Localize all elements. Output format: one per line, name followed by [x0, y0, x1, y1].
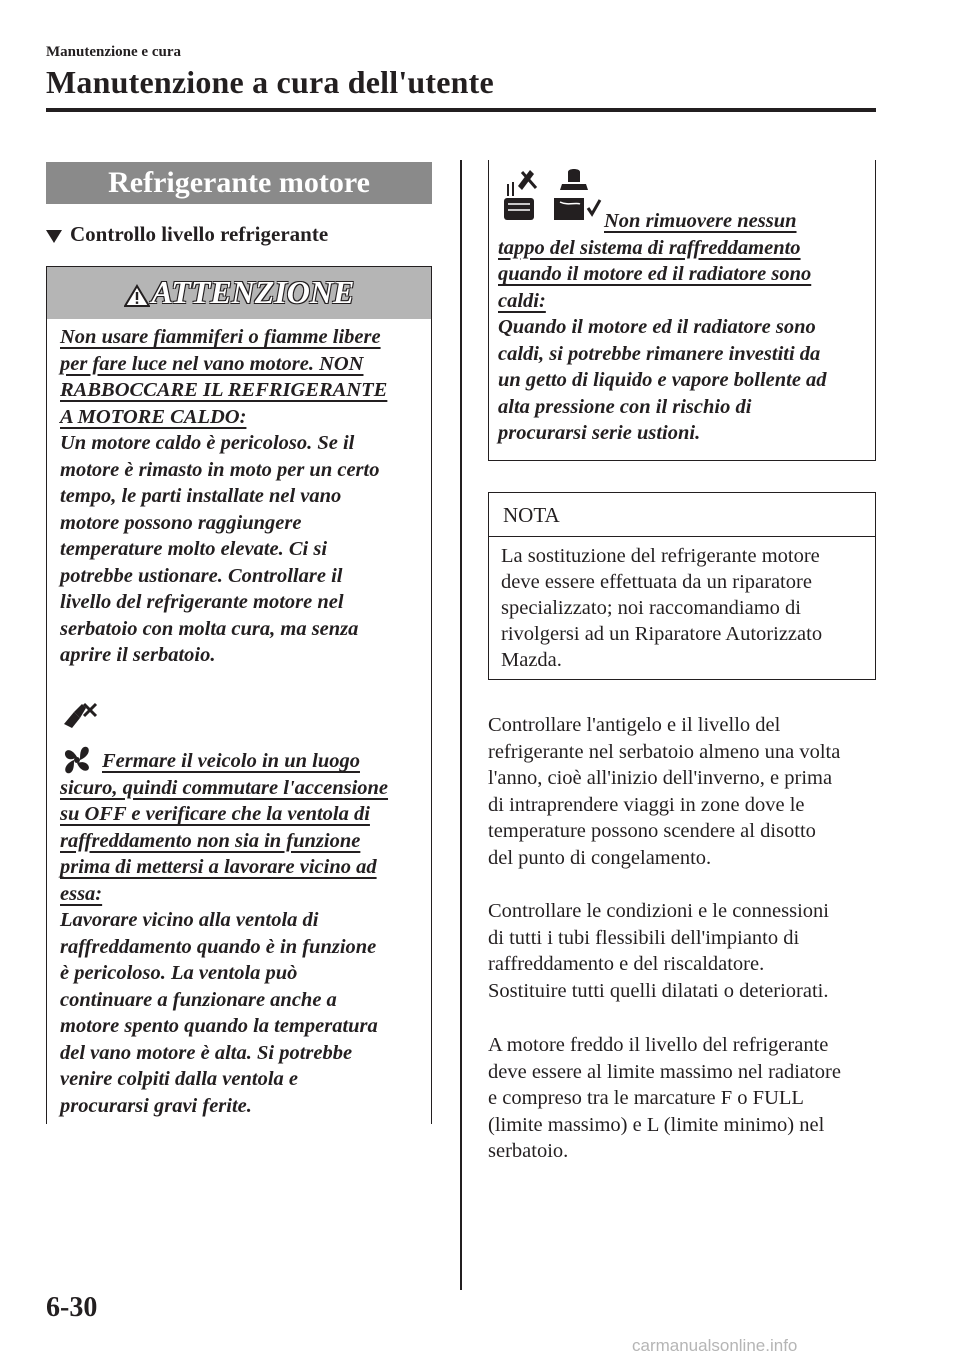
- warning-2-line: essa:: [60, 882, 103, 905]
- body-1-line: refrigerante nel serbatoio almeno una volta: [488, 740, 841, 763]
- page-number: 6-30: [46, 1292, 98, 1323]
- body-1-line: del punto di congelamento.: [488, 846, 712, 869]
- body-1-line: temperature possono scendere al disotto: [488, 820, 816, 842]
- note-line: La sostituzione del refrigerante motore: [501, 545, 820, 567]
- running-header-section: Manutenzione e cura: [46, 44, 181, 60]
- warning-1-line: A MOTORE CALDO:: [60, 405, 247, 428]
- warning-paragraph-3: [498, 208, 868, 447]
- body-2-line: raffreddamento e del riscaldatore.: [488, 953, 765, 975]
- warning-header: [47, 267, 431, 319]
- warning-2-line: su OFF e verificare che la ventola di: [60, 803, 370, 825]
- warning-1-line: RABBOCCARE IL REFRIGERANTE: [60, 379, 388, 401]
- warning-paragraph-2: [60, 748, 422, 1119]
- body-2-line: di tutti i tubi flessibili dell'impianto di: [488, 926, 800, 949]
- running-header-chapter: Manutenzione a cura dell'utente: [46, 64, 494, 100]
- warning-2-line: continuare a funzionare anche a: [60, 988, 337, 1011]
- warning-1-line: livello del refrigerante motore nel: [60, 591, 344, 613]
- warning-3-line: Non rimuovere nessun: [604, 210, 797, 232]
- warning-2-line: motore spento quando la temperatura: [60, 1015, 378, 1037]
- warning-3-line: procurarsi serie ustioni.: [498, 422, 701, 444]
- warning-2-line: prima di mettersi a lavorare vicino ad: [60, 856, 377, 878]
- body-3-line: A motore freddo il livello del refrigerante: [488, 1034, 829, 1056]
- body-1-line: l'anno, cioè all'inizio dell'inverno, e prima: [488, 767, 833, 789]
- subheading: [46, 222, 328, 247]
- warning-3-line: un getto di liquido e vapore bollente ad: [498, 369, 827, 391]
- header-rule: [46, 108, 876, 112]
- body-paragraph-1: [488, 712, 883, 871]
- warning-2-line: sicuro, quindi commutare l'accensione: [60, 776, 389, 799]
- body-1-line: di intraprendere viaggi in zone dove le: [488, 793, 805, 816]
- warning-3-line: caldi:: [498, 289, 546, 312]
- note-line: Mazda.: [501, 649, 562, 671]
- warning-3-line: alta pressione con il rischio di: [498, 395, 752, 418]
- warning-1-line: Un motore caldo è pericoloso. Se il: [60, 432, 355, 454]
- note-line: rivolgersi ad un Riparatore Autorizzato: [501, 623, 823, 645]
- warning-3-line: quando il motore ed il radiatore sono: [498, 263, 812, 285]
- note-line: specializzato; noi raccomandiamo di: [501, 597, 801, 619]
- warning-1-line: Non usare fiammiferi o fiamme libere: [60, 326, 381, 348]
- body-2-line: Sostituire tutti quelli dilatati o deteriorati.: [488, 979, 829, 1002]
- warning-1-line: per fare luce nel vano motore. NON: [60, 352, 364, 375]
- triangle-bullet-icon: [46, 230, 62, 243]
- body-3-line: e compreso tra le marcature F o FULL: [488, 1087, 804, 1109]
- section-title: Refrigerante motore: [46, 162, 432, 204]
- warning-triangle-icon: [124, 284, 150, 308]
- warning-2-line: è pericoloso. La ventola può: [60, 962, 298, 984]
- body-2-line: Controllare le condizioni e le connessioni: [488, 900, 830, 922]
- warning-title: ATTENZIONE: [151, 274, 355, 310]
- subheading-text: Controllo livello refrigerante: [70, 222, 329, 246]
- warning-2-line: del vano motore è alta. Si potrebbe: [60, 1041, 353, 1064]
- warning-1-line: tempo, le parti installate nel vano: [60, 485, 342, 507]
- warning-2-line: venire colpiti dalla ventola e: [60, 1068, 298, 1090]
- warning-1-line: motore possono raggiungere: [60, 511, 302, 534]
- column-divider: [460, 160, 462, 1290]
- note-body: [501, 543, 861, 673]
- warning-3-line: Quando il motore ed il radiatore sono: [498, 316, 816, 338]
- body-3-line: deve essere al limite massimo nel radiatore: [488, 1060, 841, 1083]
- warning-1-line: temperature molto elevate. Ci si: [60, 538, 328, 560]
- warning-2-line: procurarsi gravi ferite.: [60, 1094, 252, 1117]
- body-3-line: serbatoio.: [488, 1140, 569, 1162]
- note-line: deve essere effettuata da un riparatore: [501, 571, 812, 593]
- warning-3-line: caldi, si potrebbe rimanere investiti da: [498, 342, 821, 365]
- note-box: [488, 492, 876, 680]
- watermark: carmanualsonline.info: [632, 1336, 798, 1355]
- warning-2-line: raffreddamento quando è in funzione: [60, 935, 377, 958]
- warning-2-line: Fermare il veicolo in un luogo: [102, 750, 360, 772]
- warning-1-line: aprire il serbatoio.: [60, 644, 216, 666]
- note-title: NOTA: [489, 493, 875, 537]
- body-paragraph-3: [488, 1032, 883, 1165]
- warning-2-line: Lavorare vicino alla ventola di: [60, 909, 319, 931]
- warning-1-line: serbatoio con molta cura, ma senza: [60, 617, 359, 640]
- no-hand-icon: [60, 700, 100, 734]
- warning-2-line: raffreddamento non sia in funzione: [60, 829, 361, 852]
- body-3-line: (limite massimo) e L (limite minimo) nel: [488, 1113, 825, 1136]
- warning-1-line: motore è rimasto in moto per un certo: [60, 458, 380, 481]
- body-1-line: Controllare l'antigelo e il livello del: [488, 714, 781, 736]
- warning-3-line: tappo del sistema di raffreddamento: [498, 236, 801, 259]
- warning-1-line: potrebbe ustionare. Controllare il: [60, 564, 343, 587]
- body-paragraph-2: [488, 898, 883, 1004]
- warning-paragraph-1: [60, 324, 422, 669]
